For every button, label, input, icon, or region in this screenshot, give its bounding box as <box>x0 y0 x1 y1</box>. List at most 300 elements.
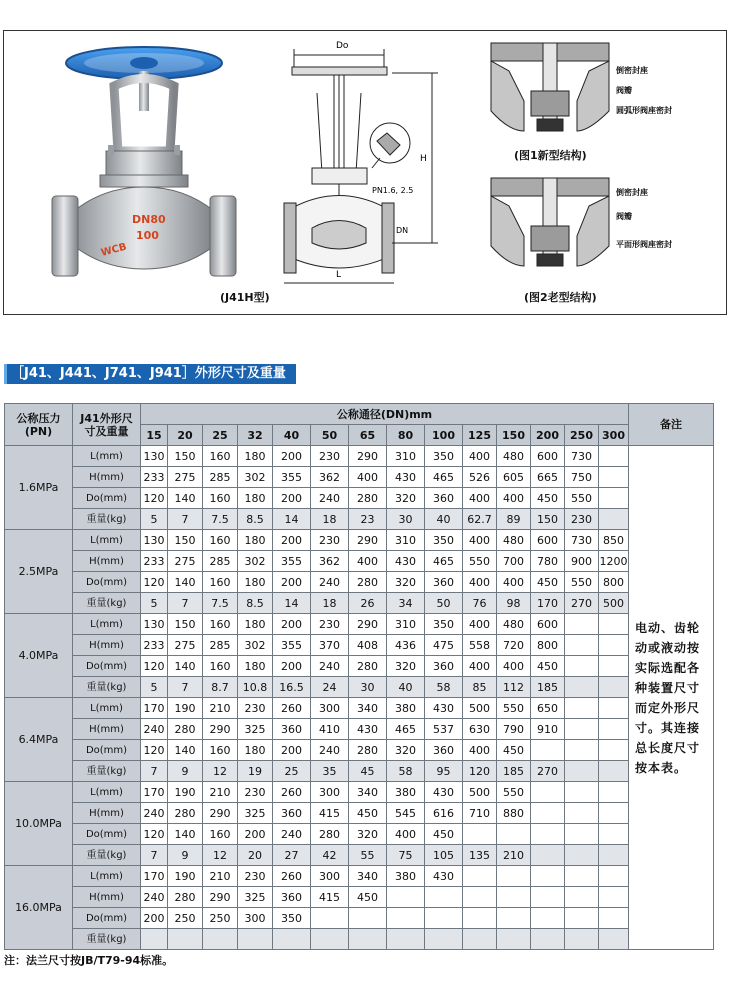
value-cell: 320 <box>387 572 425 593</box>
value-cell: 280 <box>168 887 203 908</box>
value-cell <box>463 824 497 845</box>
value-cell <box>565 845 599 866</box>
value-cell: 190 <box>168 782 203 803</box>
value-cell: 7.5 <box>203 593 238 614</box>
value-cell <box>497 929 531 950</box>
value-cell: 58 <box>425 677 463 698</box>
value-cell: 120 <box>141 488 168 509</box>
value-cell: 200 <box>273 530 311 551</box>
value-cell: 200 <box>273 572 311 593</box>
pressure-cell: 10.0MPa <box>5 782 73 866</box>
value-cell: 290 <box>349 446 387 467</box>
value-cell: 42 <box>311 845 349 866</box>
value-cell: 185 <box>531 677 565 698</box>
value-cell: 400 <box>497 656 531 677</box>
value-cell: 180 <box>238 488 273 509</box>
value-cell: 320 <box>387 488 425 509</box>
value-cell <box>599 488 629 509</box>
value-cell: 430 <box>425 782 463 803</box>
table-row <box>5 761 714 782</box>
fig2-detail <box>489 176 614 276</box>
body-marking-dn: DN80 <box>132 213 166 226</box>
value-cell: 280 <box>349 572 387 593</box>
remarks-line: 而定外形尺 <box>635 700 701 715</box>
dn-value: 40 <box>273 425 311 446</box>
value-cell: 200 <box>273 656 311 677</box>
value-cell: 436 <box>387 635 425 656</box>
value-cell: 750 <box>565 467 599 488</box>
value-cell <box>599 740 629 761</box>
value-cell: 600 <box>531 530 565 551</box>
value-cell: 170 <box>141 782 168 803</box>
value-cell: 8.7 <box>203 677 238 698</box>
value-cell: 400 <box>463 740 497 761</box>
value-cell <box>497 887 531 908</box>
value-cell: 190 <box>168 866 203 887</box>
value-cell: 465 <box>425 467 463 488</box>
value-cell: 200 <box>141 908 168 929</box>
fig2-caption: (图2老型结构) <box>524 291 597 304</box>
table-row <box>5 614 714 635</box>
value-cell <box>599 446 629 467</box>
value-cell: 355 <box>273 467 311 488</box>
value-cell: 302 <box>238 467 273 488</box>
value-cell: 320 <box>349 824 387 845</box>
pressure-cell: 6.4MPa <box>5 698 73 782</box>
dn-value: 150 <box>497 425 531 446</box>
value-cell <box>599 866 629 887</box>
value-cell: 450 <box>531 572 565 593</box>
value-cell <box>565 824 599 845</box>
table-row <box>5 593 714 614</box>
value-cell: 140 <box>168 572 203 593</box>
value-cell: 450 <box>531 488 565 509</box>
value-cell: 355 <box>273 635 311 656</box>
value-cell: 280 <box>168 803 203 824</box>
table-row <box>5 467 714 488</box>
value-cell <box>599 614 629 635</box>
value-cell: 120 <box>463 761 497 782</box>
value-cell: 7 <box>141 761 168 782</box>
value-cell: 260 <box>273 698 311 719</box>
value-cell: 480 <box>497 446 531 467</box>
value-cell <box>463 929 497 950</box>
value-cell: 270 <box>565 593 599 614</box>
value-cell: 360 <box>273 803 311 824</box>
value-cell <box>168 929 203 950</box>
value-cell: 850 <box>599 530 629 551</box>
table-row <box>5 488 714 509</box>
value-cell: 9 <box>168 761 203 782</box>
value-cell: 350 <box>425 446 463 467</box>
table-row <box>5 908 714 929</box>
dimension-label: Do(mm) <box>73 488 141 509</box>
value-cell: 730 <box>565 530 599 551</box>
value-cell: 170 <box>141 866 168 887</box>
value-cell <box>463 887 497 908</box>
value-cell: 230 <box>565 509 599 530</box>
value-cell <box>203 929 238 950</box>
value-cell: 270 <box>531 761 565 782</box>
value-cell: 285 <box>203 635 238 656</box>
value-cell: 400 <box>349 551 387 572</box>
value-cell: 800 <box>599 572 629 593</box>
value-cell: 350 <box>273 908 311 929</box>
value-cell: 325 <box>238 803 273 824</box>
value-cell: 95 <box>425 761 463 782</box>
value-cell: 465 <box>387 719 425 740</box>
value-cell: 340 <box>349 866 387 887</box>
dimension-label: 重量(kg) <box>73 761 141 782</box>
value-cell: 558 <box>463 635 497 656</box>
value-cell: 230 <box>238 698 273 719</box>
value-cell: 7 <box>168 593 203 614</box>
value-cell: 12 <box>203 845 238 866</box>
value-cell: 550 <box>463 551 497 572</box>
value-cell: 550 <box>497 698 531 719</box>
section-title: ［J41、J441、J741、J941］外形尺寸及重量 <box>4 364 296 384</box>
value-cell: 415 <box>311 887 349 908</box>
value-cell <box>531 908 565 929</box>
value-cell: 780 <box>531 551 565 572</box>
main-caption: (J41H型) <box>220 291 270 304</box>
value-cell: 240 <box>311 656 349 677</box>
value-cell: 616 <box>425 803 463 824</box>
pressure-cell: 1.6MPa <box>5 446 73 530</box>
value-cell: 408 <box>349 635 387 656</box>
value-cell: 120 <box>141 740 168 761</box>
value-cell: 26 <box>349 593 387 614</box>
body-marking-size: 100 <box>136 229 159 242</box>
value-cell: 302 <box>238 551 273 572</box>
value-cell: 7 <box>168 677 203 698</box>
value-cell: 75 <box>387 845 425 866</box>
value-cell: 450 <box>531 656 565 677</box>
value-cell: 410 <box>311 719 349 740</box>
value-cell: 160 <box>203 530 238 551</box>
table-row <box>5 509 714 530</box>
body-marking-material: WCB <box>99 241 128 259</box>
valve-illustration <box>44 41 244 281</box>
value-cell: 160 <box>203 446 238 467</box>
value-cell: 475 <box>425 635 463 656</box>
value-cell: 450 <box>349 803 387 824</box>
value-cell: 55 <box>349 845 387 866</box>
dimension-label: H(mm) <box>73 803 141 824</box>
value-cell: 600 <box>531 446 565 467</box>
value-cell: 500 <box>463 698 497 719</box>
value-cell: 7.5 <box>203 509 238 530</box>
value-cell: 18 <box>311 509 349 530</box>
value-cell: 1200 <box>599 551 629 572</box>
table-row <box>5 740 714 761</box>
value-cell: 340 <box>349 698 387 719</box>
value-cell: 240 <box>311 740 349 761</box>
value-cell: 170 <box>531 593 565 614</box>
remarks-line: 按本表。 <box>635 760 688 775</box>
value-cell: 355 <box>273 551 311 572</box>
value-cell: 210 <box>203 698 238 719</box>
value-cell: 700 <box>497 551 531 572</box>
dimension-label: L(mm) <box>73 614 141 635</box>
dimension-label: 重量(kg) <box>73 677 141 698</box>
value-cell: 180 <box>238 572 273 593</box>
value-cell: 200 <box>273 446 311 467</box>
value-cell: 89 <box>497 509 531 530</box>
header-pressure: 公称压力 (PN) <box>5 404 73 446</box>
value-cell <box>599 467 629 488</box>
pressure-cell: 2.5MPa <box>5 530 73 614</box>
value-cell: 16.5 <box>273 677 311 698</box>
dimension-label: Do(mm) <box>73 656 141 677</box>
value-cell: 362 <box>311 467 349 488</box>
value-cell: 18 <box>311 593 349 614</box>
value-cell: 275 <box>168 467 203 488</box>
value-cell <box>531 845 565 866</box>
value-cell: 14 <box>273 509 311 530</box>
value-cell <box>599 719 629 740</box>
value-cell <box>565 908 599 929</box>
value-cell: 180 <box>238 614 273 635</box>
value-cell: 400 <box>463 446 497 467</box>
value-cell <box>599 635 629 656</box>
value-cell: 150 <box>168 530 203 551</box>
value-cell: 98 <box>497 593 531 614</box>
value-cell: 300 <box>238 908 273 929</box>
value-cell <box>599 929 629 950</box>
value-cell <box>565 719 599 740</box>
value-cell <box>599 908 629 929</box>
dn-value: 50 <box>311 425 349 446</box>
value-cell: 400 <box>463 530 497 551</box>
value-cell: 370 <box>311 635 349 656</box>
value-cell: 233 <box>141 635 168 656</box>
value-cell <box>531 887 565 908</box>
dimension-label: Do(mm) <box>73 824 141 845</box>
dimension-label: Do(mm) <box>73 908 141 929</box>
value-cell: 250 <box>203 908 238 929</box>
value-cell <box>531 803 565 824</box>
value-cell: 360 <box>425 572 463 593</box>
value-cell: 360 <box>273 719 311 740</box>
value-cell: 450 <box>349 887 387 908</box>
value-cell <box>599 887 629 908</box>
value-cell <box>531 866 565 887</box>
value-cell: 380 <box>387 698 425 719</box>
value-cell: 545 <box>387 803 425 824</box>
header-dimensions: J41外形尺 寸及重量 <box>73 404 141 446</box>
table-row <box>5 572 714 593</box>
dimension-label: H(mm) <box>73 887 141 908</box>
value-cell: 720 <box>497 635 531 656</box>
dimension-label: 重量(kg) <box>73 593 141 614</box>
remarks-cell <box>629 446 714 950</box>
value-cell: 233 <box>141 467 168 488</box>
remarks-line: 种装置尺寸 <box>635 680 701 695</box>
value-cell: 360 <box>273 887 311 908</box>
value-cell: 9 <box>168 845 203 866</box>
value-cell: 537 <box>425 719 463 740</box>
table-row <box>5 698 714 719</box>
fig1-label-3: 圆弧形阀座密封 <box>616 106 672 115</box>
remarks-line: 总长度尺寸 <box>635 740 701 755</box>
value-cell: 5 <box>141 677 168 698</box>
value-cell: 58 <box>387 761 425 782</box>
dn-value: 80 <box>387 425 425 446</box>
value-cell: 450 <box>497 740 531 761</box>
value-cell: 160 <box>203 656 238 677</box>
value-cell: 605 <box>497 467 531 488</box>
value-cell: 430 <box>387 467 425 488</box>
value-cell: 180 <box>238 446 273 467</box>
table-row <box>5 803 714 824</box>
value-cell: 230 <box>311 530 349 551</box>
value-cell <box>311 929 349 950</box>
value-cell: 400 <box>497 572 531 593</box>
header-dn: 公称通径(DN)mm <box>141 404 629 425</box>
value-cell: 350 <box>425 530 463 551</box>
header-row <box>5 404 714 425</box>
value-cell: 7 <box>141 845 168 866</box>
value-cell: 25 <box>273 761 311 782</box>
value-cell: 180 <box>238 656 273 677</box>
value-cell <box>599 845 629 866</box>
value-cell: 500 <box>599 593 629 614</box>
dn-value: 32 <box>238 425 273 446</box>
table-row <box>5 530 714 551</box>
value-cell: 120 <box>141 824 168 845</box>
value-cell: 45 <box>349 761 387 782</box>
value-cell: 300 <box>311 698 349 719</box>
value-cell: 200 <box>273 614 311 635</box>
value-cell <box>599 761 629 782</box>
value-cell: 260 <box>273 866 311 887</box>
value-cell: 160 <box>203 824 238 845</box>
fig2-label-3: 平面形阀座密封 <box>616 240 672 249</box>
table-row <box>5 719 714 740</box>
dimension-label: Do(mm) <box>73 572 141 593</box>
dimension-label: L(mm) <box>73 530 141 551</box>
value-cell: 185 <box>497 761 531 782</box>
value-cell: 400 <box>463 614 497 635</box>
value-cell: 280 <box>168 719 203 740</box>
dimension-label: H(mm) <box>73 719 141 740</box>
fig2-label-2: 阀瓣 <box>616 212 632 221</box>
pressure-cell: 16.0MPa <box>5 866 73 950</box>
value-cell: 280 <box>349 740 387 761</box>
value-cell: 300 <box>311 782 349 803</box>
value-cell <box>565 761 599 782</box>
value-cell: 280 <box>311 824 349 845</box>
dn-value: 300 <box>599 425 629 446</box>
value-cell: 120 <box>141 656 168 677</box>
table-row <box>5 782 714 803</box>
dimension-label: 重量(kg) <box>73 845 141 866</box>
dn-value: 25 <box>203 425 238 446</box>
value-cell: 730 <box>565 446 599 467</box>
value-cell <box>599 824 629 845</box>
value-cell <box>238 929 273 950</box>
value-cell: 362 <box>311 551 349 572</box>
value-cell: 325 <box>238 719 273 740</box>
value-cell: 30 <box>349 677 387 698</box>
table-row <box>5 866 714 887</box>
footnote: 注：法兰尺寸按JB/T79-94标准。 <box>4 954 174 967</box>
value-cell: 160 <box>203 740 238 761</box>
value-cell: 800 <box>531 635 565 656</box>
value-cell <box>463 866 497 887</box>
value-cell: 310 <box>387 530 425 551</box>
value-cell: 160 <box>203 572 238 593</box>
dn-value: 15 <box>141 425 168 446</box>
value-cell: 150 <box>168 446 203 467</box>
value-cell <box>531 782 565 803</box>
dn-value: 100 <box>425 425 463 446</box>
pressure-cell: 4.0MPa <box>5 614 73 698</box>
value-cell: 240 <box>311 572 349 593</box>
value-cell: 200 <box>238 824 273 845</box>
value-cell: 240 <box>311 488 349 509</box>
value-cell: 150 <box>531 509 565 530</box>
value-cell: 5 <box>141 593 168 614</box>
fig1-label-1: 倒密封座 <box>616 66 648 75</box>
fig1-detail <box>489 41 614 141</box>
value-cell: 200 <box>273 740 311 761</box>
value-cell: 27 <box>273 845 311 866</box>
value-cell: 40 <box>387 677 425 698</box>
dimension-label: 重量(kg) <box>73 929 141 950</box>
value-cell: 500 <box>463 782 497 803</box>
value-cell <box>531 824 565 845</box>
value-cell <box>565 635 599 656</box>
pn-label: PN1.6, 2.5 <box>372 186 414 195</box>
value-cell <box>425 908 463 929</box>
table-row <box>5 635 714 656</box>
dn-value: 250 <box>565 425 599 446</box>
header-remarks: 备注 <box>629 404 714 446</box>
value-cell: 112 <box>497 677 531 698</box>
value-cell: 210 <box>497 845 531 866</box>
table-row <box>5 677 714 698</box>
value-cell: 240 <box>273 824 311 845</box>
value-cell <box>531 929 565 950</box>
dimension-label: H(mm) <box>73 635 141 656</box>
value-cell: 880 <box>497 803 531 824</box>
value-cell: 450 <box>425 824 463 845</box>
value-cell: 160 <box>203 488 238 509</box>
dimension-label: Do(mm) <box>73 740 141 761</box>
value-cell: 275 <box>168 551 203 572</box>
value-cell: 300 <box>311 866 349 887</box>
dim-l-label: L <box>336 270 342 280</box>
value-cell: 19 <box>238 761 273 782</box>
remarks-line: 动或液动按 <box>635 640 701 655</box>
value-cell: 480 <box>497 530 531 551</box>
value-cell <box>565 782 599 803</box>
value-cell: 12 <box>203 761 238 782</box>
fig1-caption: (图1新型结构) <box>514 149 587 162</box>
dimension-label: H(mm) <box>73 551 141 572</box>
value-cell: 400 <box>463 488 497 509</box>
value-cell: 415 <box>311 803 349 824</box>
value-cell: 210 <box>203 782 238 803</box>
table-row <box>5 824 714 845</box>
value-cell: 140 <box>168 488 203 509</box>
value-cell <box>497 824 531 845</box>
value-cell: 8.5 <box>238 509 273 530</box>
value-cell: 5 <box>141 509 168 530</box>
value-cell: 135 <box>463 845 497 866</box>
